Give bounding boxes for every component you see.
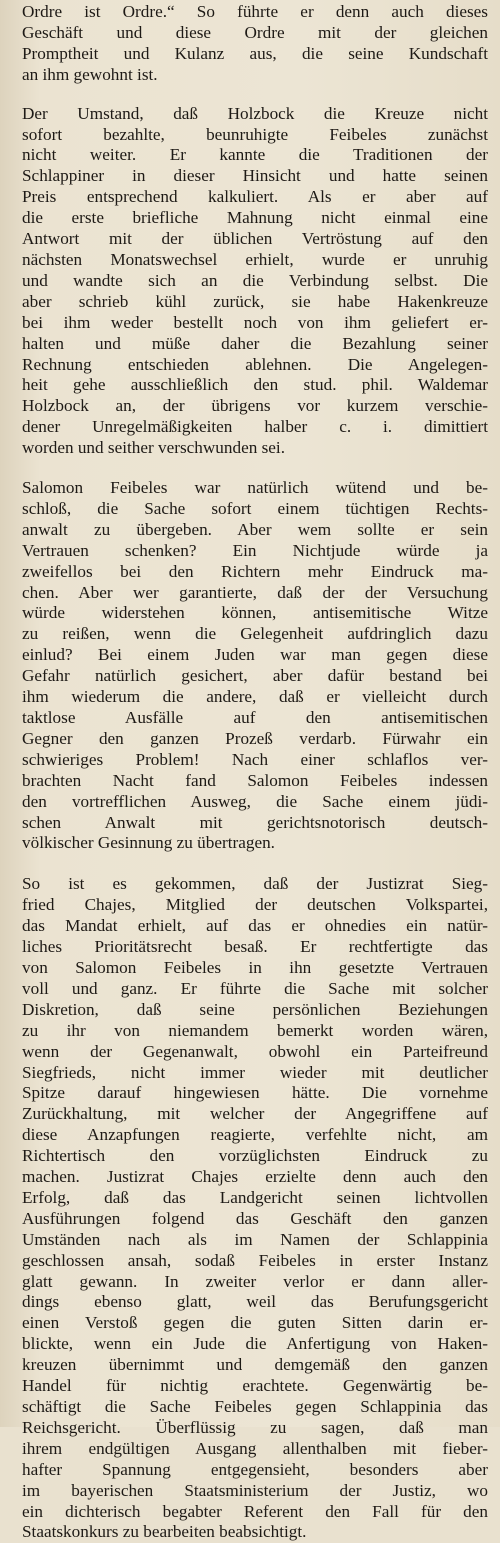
- text-line: machen. Justizrat Chajes erzielte denn auch den: [22, 1167, 488, 1187]
- text-line: Ausführungen folgend das Geschäft den ganzen: [22, 1208, 488, 1228]
- text-line: die erste briefliche Mahnung nicht einmal eine: [22, 208, 488, 228]
- text-line: So ist es gekommen, daß der Justizrat Sieg-: [22, 874, 488, 894]
- text-line: Vertrauen schenken? Ein Nichtjude würde ja: [22, 540, 488, 560]
- paragraph-4: [22, 874, 488, 1543]
- text-line: Salomon Feibeles war natürlich wütend und be-: [22, 478, 488, 498]
- text-line: Spitze darauf hingewiesen hätte. Die vornehme: [22, 1083, 488, 1103]
- text-line: kreuzen übernimmt und demgemäß den ganzen: [22, 1355, 488, 1375]
- text-line: worden und seither verschwunden sei.: [22, 438, 285, 458]
- text-line: Umständen nach als im Namen der Schlappinia: [22, 1229, 488, 1249]
- text-line: blickte, wenn ein Jude die Anfertigung von Haken-: [22, 1334, 488, 1354]
- text-line: Erfolg, daß das Landgericht seinen lichtvollen: [22, 1187, 488, 1207]
- text-line: einlud? Bei einem Juden war man gegen diese: [22, 645, 488, 665]
- text-line: Holzbock an, der übrigens vor kurzem verschie-: [22, 396, 488, 416]
- text-line: zu ihr von niemandem bemerkt worden wären,: [22, 1020, 488, 1040]
- text-line: Gefahr natürlich gesichert, aber dafür bestand bei: [22, 666, 488, 686]
- text-line: heit gehe ausschließlich den stud. phil. Waldemar: [22, 375, 488, 395]
- text-line: fried Chajes, Mitglied der deutschen Volkspartei,: [22, 895, 488, 915]
- paragraph-2: [22, 104, 488, 459]
- text-line: Richtertisch den vorzüglichsten Eindruck zu: [22, 1146, 488, 1166]
- text-line: taktlose Ausfälle auf den antisemitischen: [22, 708, 488, 727]
- text-line: von Salomon Feibeles in ihn gesetzte Vertrauen: [22, 957, 488, 977]
- text-line: nicht weiter. Er kannte die Traditionen der: [22, 145, 488, 165]
- text-line: Siegfrieds, nicht immer wieder mit deutlicher: [22, 1062, 488, 1082]
- text-line: Preis entsprechend kalkuliert. Als er aber auf: [22, 187, 488, 207]
- text-line: schwieriges Problem! Nach einer schlaflos ver-: [22, 749, 488, 769]
- text-line: liches Prioritätsrecht besaß. Er rechtfertigte das: [22, 937, 488, 957]
- text-line: schloß, die Sache sofort einem tüchtigen Rechts-: [22, 498, 488, 518]
- text-line: dener Unregelmäßigkeiten halber c. i. dimittiert: [22, 417, 488, 437]
- text-line: brachten Nacht fand Salomon Feibeles indessen: [22, 770, 488, 790]
- text-line: bei ihm weder bestellt noch von ihm geliefert er-: [22, 312, 488, 332]
- text-line: hafter Spannung entgegensieht, besonders aber: [22, 1459, 488, 1479]
- text-line: zweifellos bei den Richtern mehr Eindruck ma-: [22, 561, 488, 581]
- text-line: geschlossen ansah, sodaß Feibeles in erster Instanz: [22, 1250, 488, 1270]
- text-line: Ordre ist Ordre.“ So führte er denn auch dieses: [22, 2, 488, 21]
- text-line: und wandte sich an die Verbindung selbst. Die: [22, 270, 488, 290]
- text-line: an ihm gewohnt ist.: [22, 64, 158, 84]
- text-line: wenn der Gegenanwalt, obwohl ein Parteifreund: [22, 1041, 488, 1061]
- text-line: Promptheit und Kulanz aus, die seine Kundschaft: [22, 43, 488, 63]
- text-line: Diskretion, daß seine persönlichen Beziehungen: [22, 999, 488, 1019]
- text-line: Geschäft und diese Ordre mit der gleichen: [22, 22, 488, 42]
- text-line: würde widerstehen können, antisemitische Witze: [22, 603, 488, 623]
- text-line: Schlappiner in dieser Hinsicht und hatte seinen: [22, 166, 488, 186]
- paragraph-1: [22, 2, 488, 86]
- text-line: Staatskonkurs zu bearbeiten beabsichtigt.: [22, 1522, 307, 1542]
- text-line: nächsten Monatswechsel erhielt, wurde er unruhig: [22, 249, 488, 269]
- text-line: schäftigt die Sache Feibeles gegen Schlappinia das: [22, 1397, 488, 1416]
- text-line: das Mandat erhielt, auf das er ohnedies ein natür-: [22, 916, 488, 936]
- text-line: halten und müße daher die Bezahlung seiner: [22, 333, 488, 353]
- text-line: chen. Aber wer garantierte, daß der der Versuchung: [22, 582, 488, 602]
- text-line: diese Anzapfungen reagierte, verfehlte nicht, am: [22, 1125, 488, 1145]
- text-line: im bayerischen Staatsministerium der Justiz, wo: [22, 1480, 488, 1500]
- text-line: Rechnung entschieden ablehnen. Die Angelegen-: [22, 354, 488, 374]
- text-line: voll und ganz. Er führte die Sache mit solcher: [22, 978, 488, 998]
- paragraph-3: [22, 478, 488, 854]
- text-line: glatt gewann. In zweiter verlor er dann aller-: [22, 1271, 488, 1291]
- text-line: ein dichterisch begabter Referent den Fall für den: [22, 1501, 488, 1521]
- text-line: Antwort mit der üblichen Vertröstung auf den: [22, 229, 488, 249]
- text-line: einen Verstoß gegen die guten Sitten darin er-: [22, 1313, 488, 1333]
- text-line: anwalt zu übergeben. Aber wem sollte er sein: [22, 519, 488, 539]
- text-line: Gegner den ganzen Prozeß verdarb. Fürwahr ein: [22, 728, 488, 748]
- text-line: dings ebenso glatt, weil das Berufungsgericht: [22, 1292, 488, 1312]
- text-line: ihm wiederum die andere, daß er vielleicht durch: [22, 687, 488, 707]
- text-line: Reichsgericht. Überflüssig zu sagen, daß man: [22, 1417, 488, 1437]
- text-line: Der Umstand, daß Holzbock die Kreuze nicht: [22, 103, 488, 123]
- text-line: aber schrieb kühl zurück, sie habe Hakenkreuze: [22, 291, 488, 311]
- text-line: sofort bezahlte, beunruhigte Feibeles zunächst: [22, 124, 488, 144]
- text-line: völkischer Gesinnung zu übertragen.: [22, 833, 275, 853]
- text-line: zu reißen, wenn die Gelegenheit aufdringlich dazu: [22, 624, 488, 644]
- text-line: ihrem endgültigen Ausgang allenthalben mit fieber-: [22, 1438, 488, 1458]
- text-line: den vortrefflichen Ausweg, die Sache einem jüdi-: [22, 791, 488, 811]
- text-line: Zurückhaltung, mit welcher der Angegriffene auf: [22, 1104, 488, 1124]
- text-line: Handel für nichtig erachtete. Gegenwärtig be-: [22, 1376, 488, 1396]
- text-line: schen Anwalt mit gerichtsnotorisch deutsch-: [22, 812, 488, 832]
